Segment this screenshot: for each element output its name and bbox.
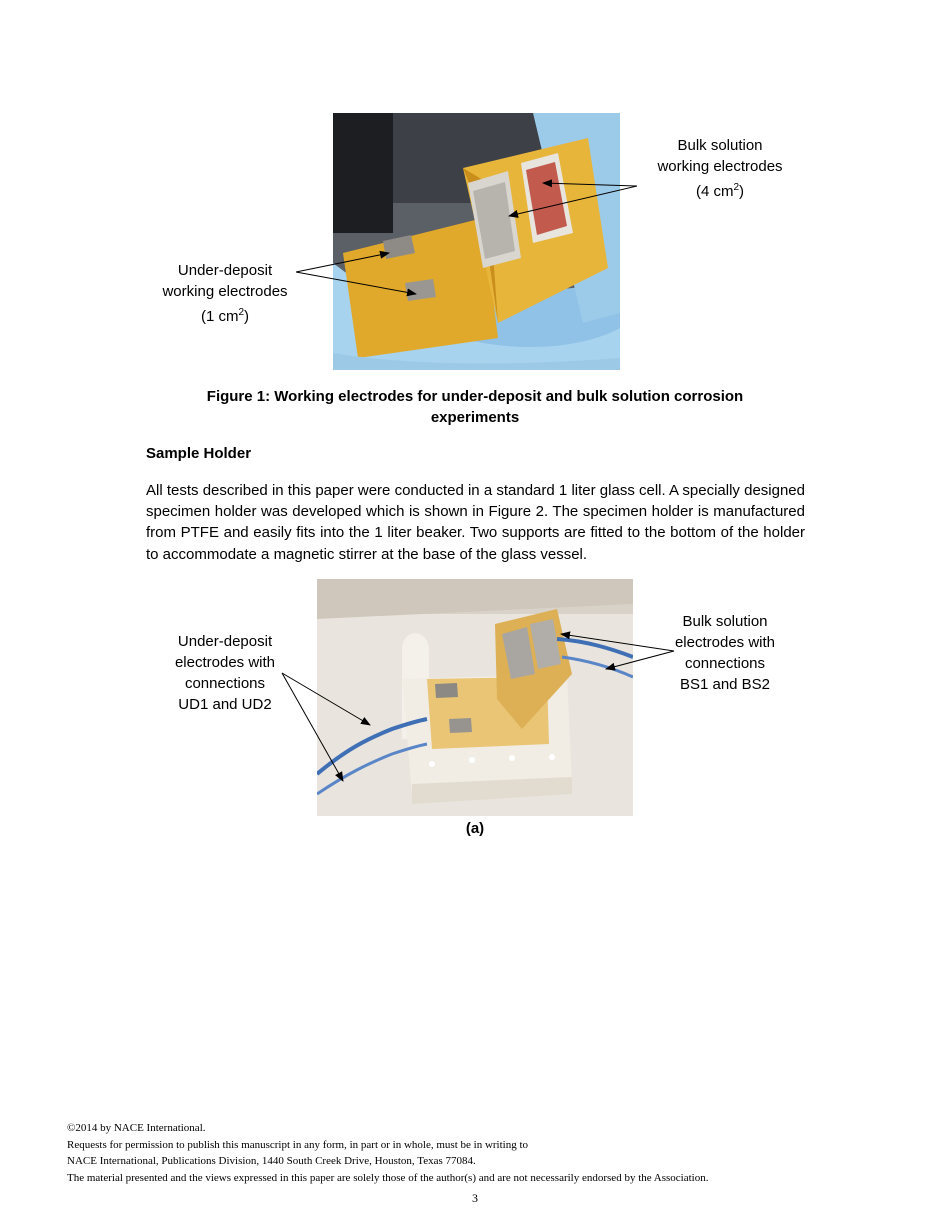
figure2-bulk-label-line2: electrodes with xyxy=(674,634,776,651)
figure1-bulk-label-line2: working electrodes xyxy=(657,158,783,175)
figure2-bulk-label-line4: BS1 and BS2 xyxy=(679,676,771,693)
figure2-bulk-label-line1: Bulk solution xyxy=(682,613,768,630)
figure1-under-close: ) xyxy=(244,308,250,325)
figure2-photo-illustration xyxy=(317,579,633,816)
figure2-bulk-label xyxy=(650,611,800,695)
figure1-bulk-area: (4 cm xyxy=(695,183,734,200)
figure2-under-label xyxy=(150,631,300,715)
figure1-caption-line2: experiments xyxy=(430,409,520,426)
figure2-under-label-line1: Under-deposit xyxy=(177,633,273,650)
footer-line3: NACE International, Publications Division, 1440 South Creek Drive, Houston, Texas 77084. xyxy=(67,1155,476,1167)
figure2-bulk-label-line3: connections xyxy=(684,655,766,672)
footer-line4: The material presented and the views expressed in this paper are solely those of the author(s) and are not necessarily endorsed by the Association. xyxy=(67,1171,709,1184)
section-heading: Sample Holder xyxy=(146,445,252,462)
footer-line2: Requests for permission to publish this manuscript in any form, in part or in whole, must be in writing to xyxy=(67,1138,529,1151)
footer-line1: ©2014 by NACE International. xyxy=(67,1122,206,1134)
figure1-bulk-label-line1: Bulk solution xyxy=(677,137,763,154)
footer xyxy=(67,1120,708,1186)
figure1-under-label-line3 xyxy=(150,302,300,327)
figure1-under-label-line2: working electrodes xyxy=(162,283,288,300)
figure1-caption-line1: Figure 1: Working electrodes for under-deposit and bulk solution corrosion xyxy=(206,388,744,405)
figure1-bulk-label-line3 xyxy=(645,177,795,202)
figure1-caption xyxy=(145,386,805,428)
section-paragraph: All tests described in this paper were conducted in a standard 1 liter glass cell. A specially designed specimen holder was developed which is shown in Figure 2. The specimen holder is manufactured from PTFE and easily fits into the 1 liter beaker. Two supports are fitted to the bottom of the holder to accommodate a magnetic stirrer at the base of the glass vessel. xyxy=(146,482,805,563)
page-number: 3 xyxy=(472,1191,478,1205)
figure2-under-label-line2: electrodes with xyxy=(174,654,276,671)
figure1-under-label xyxy=(150,260,300,327)
figure1-photo-illustration xyxy=(333,113,620,370)
figure2-under-label-line4: UD1 and UD2 xyxy=(178,696,272,713)
figure1-bulk-label xyxy=(645,135,795,202)
figure2-under-label-line3: connections xyxy=(184,675,266,692)
figure1-bulk-close: ) xyxy=(739,183,745,200)
figure1-under-area: (1 cm xyxy=(200,308,239,325)
figure2-sublabel: (a) xyxy=(465,820,485,837)
figure1-under-label-line1: Under-deposit xyxy=(177,262,273,279)
figure1-bulk-exp: 2 xyxy=(733,182,740,193)
figure1-under-exp: 2 xyxy=(238,307,245,318)
figure2-photo xyxy=(317,579,633,816)
figure1-photo xyxy=(333,113,620,370)
